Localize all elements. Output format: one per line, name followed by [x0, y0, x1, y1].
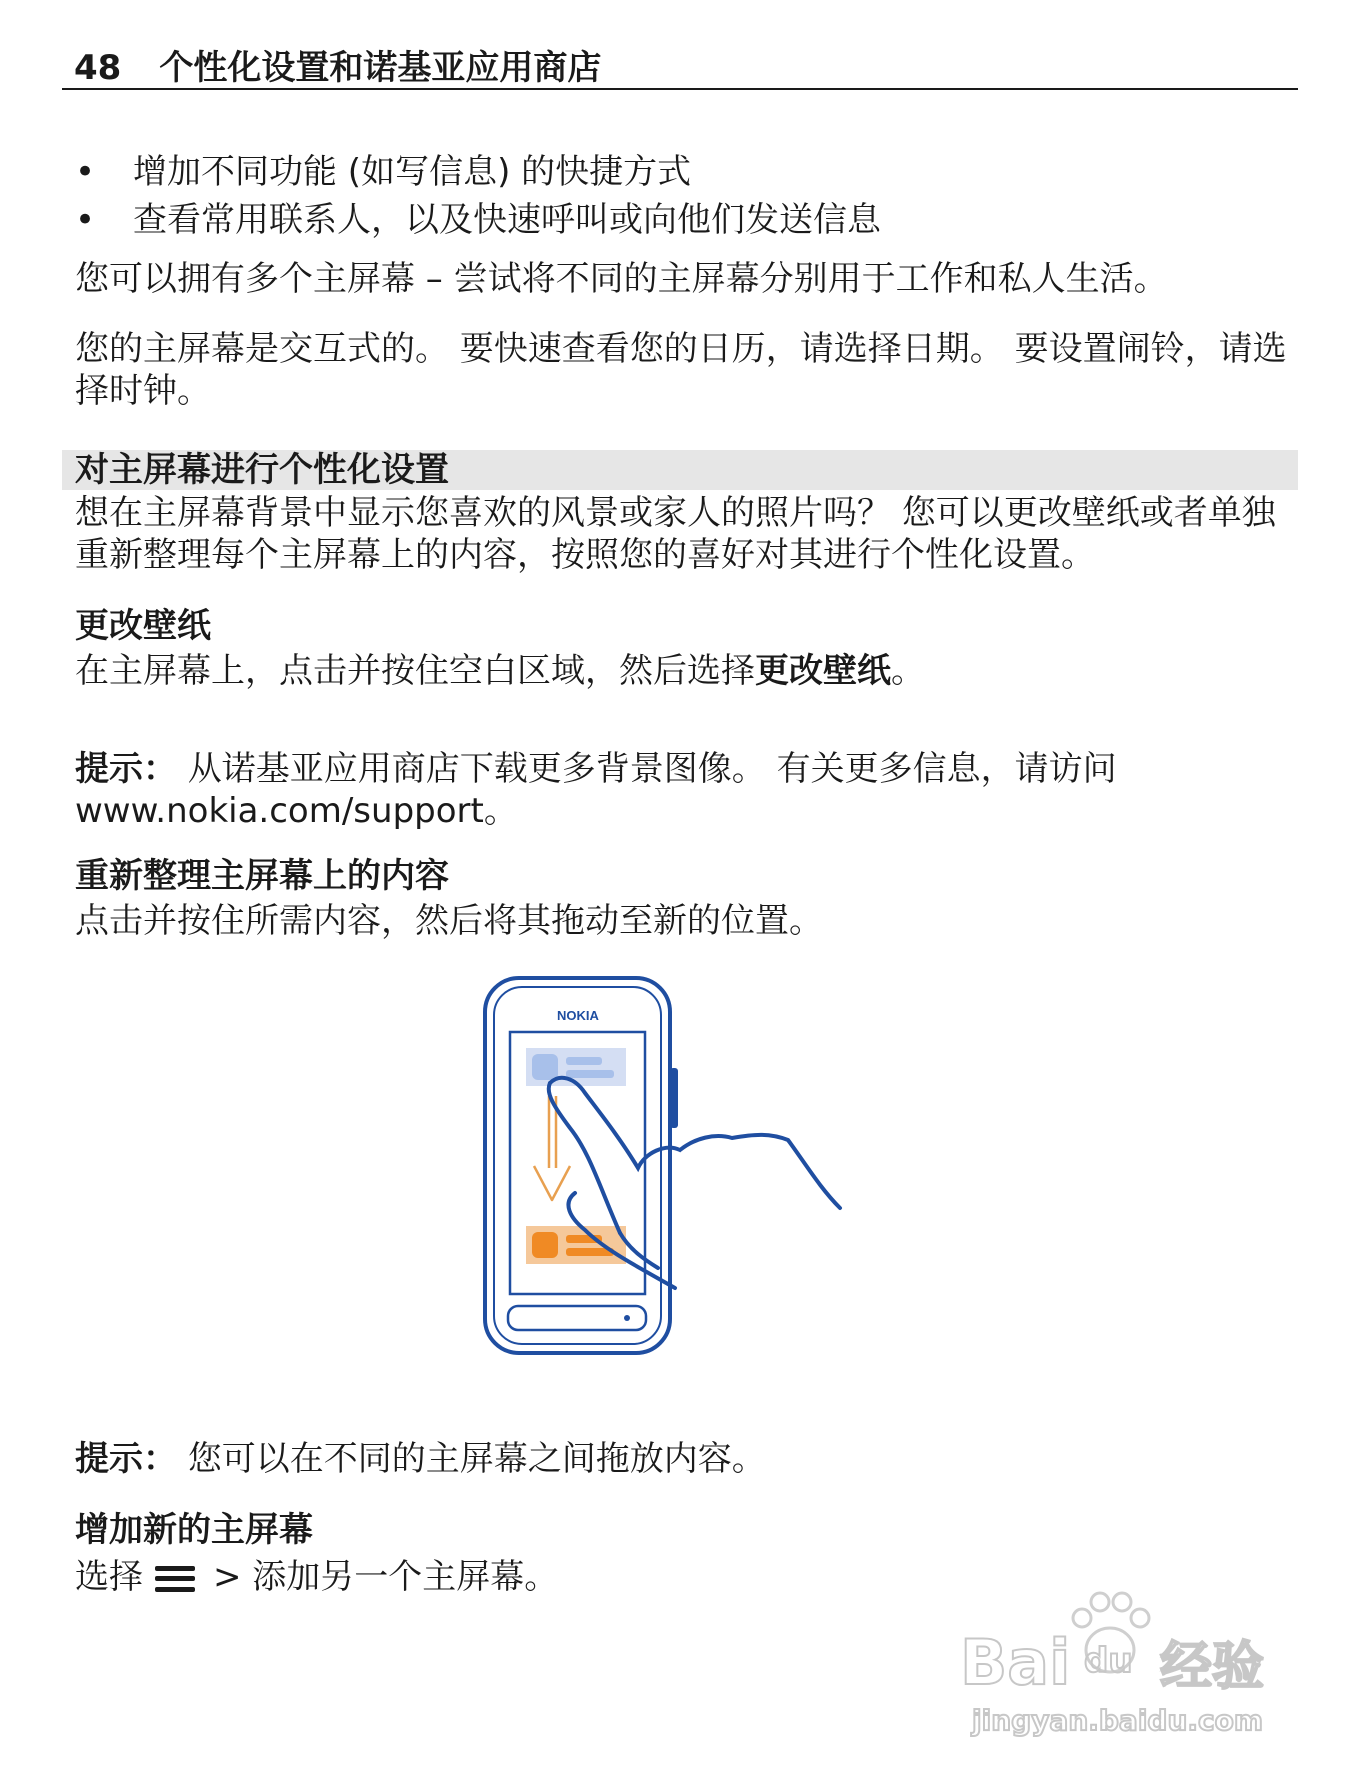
tip-label: 提示： [75, 749, 177, 789]
tip-label: 提示： [75, 1439, 177, 1479]
wallpaper-heading: 更改壁纸 [75, 606, 211, 646]
wallpaper-instructions: 在主屏幕上，点击并按住空白区域，然后选择更改壁纸。 [75, 651, 925, 691]
section-title: 对主屏幕进行个性化设置 [62, 450, 1298, 490]
arrow-down-icon [534, 1096, 570, 1200]
new-screen-instructions: 选择 > 添加另一个主屏幕。 [75, 1557, 559, 1597]
phone-drag-illustration [470, 968, 890, 1368]
change-wallpaper-option: 更改壁纸 [755, 651, 891, 691]
list-item: • 查看常用联系人，以及快速呼叫或向他们发送信息 [75, 196, 1305, 244]
bullet-icon: • [75, 152, 96, 192]
section-intro: 想在主屏幕背景中显示您喜欢的风景或家人的照片吗？ 您可以更改壁纸或者单独重新整理每个主屏幕上的内容，按照您的喜好对其进行个性化设置。 [75, 493, 1276, 575]
paragraph-multiple-screens: 您可以拥有多个主屏幕 – 尝试将不同的主屏幕分别用于工作和私人生活。 [75, 259, 1168, 299]
bullet-icon: • [75, 200, 96, 240]
tip-download-backgrounds: 提示： 从诺基亚应用商店下载更多背景图像。 有关更多信息，请访问 www.nokia.com/support。 [75, 749, 1117, 831]
watermark-brand: Bai [960, 1626, 1071, 1699]
rearrange-heading: 重新整理主屏幕上的内容 [75, 856, 449, 896]
watermark-url: jingyan.baidu.com [972, 1704, 1264, 1737]
page-number: 48 [74, 48, 122, 88]
baidu-watermark [960, 1572, 1290, 1752]
list-item: • 增加不同功能 (如写信息) 的快捷方式 [75, 148, 1305, 196]
item-original-icon [532, 1054, 558, 1080]
watermark-label: 经验 [1160, 1637, 1265, 1697]
feature-list [75, 148, 1305, 244]
page-title: 个性化设置和诺基亚应用商店 [159, 48, 602, 88]
new-screen-heading: 增加新的主屏幕 [75, 1510, 313, 1550]
phone-outline [485, 978, 670, 1353]
menu-icon [155, 1566, 195, 1592]
hand-icon [550, 1078, 840, 1208]
rearrange-instructions: 点击并按住所需内容，然后将其拖动至新的位置。 [75, 901, 823, 941]
paragraph-interactive: 您的主屏幕是交互式的。 要快速查看您的日历，请选择日期。 要设置闹铃，请选择时钟。 [75, 329, 1287, 411]
phone-side-button [670, 1068, 678, 1128]
phone-brand-label: NOKIA [557, 1008, 599, 1023]
item-moved-icon [532, 1232, 558, 1258]
page-header [62, 48, 1298, 90]
watermark-brand-du: du [1084, 1641, 1133, 1681]
tip-drag-between-screens: 提示： 您可以在不同的主屏幕之间拖放内容。 [75, 1439, 766, 1479]
